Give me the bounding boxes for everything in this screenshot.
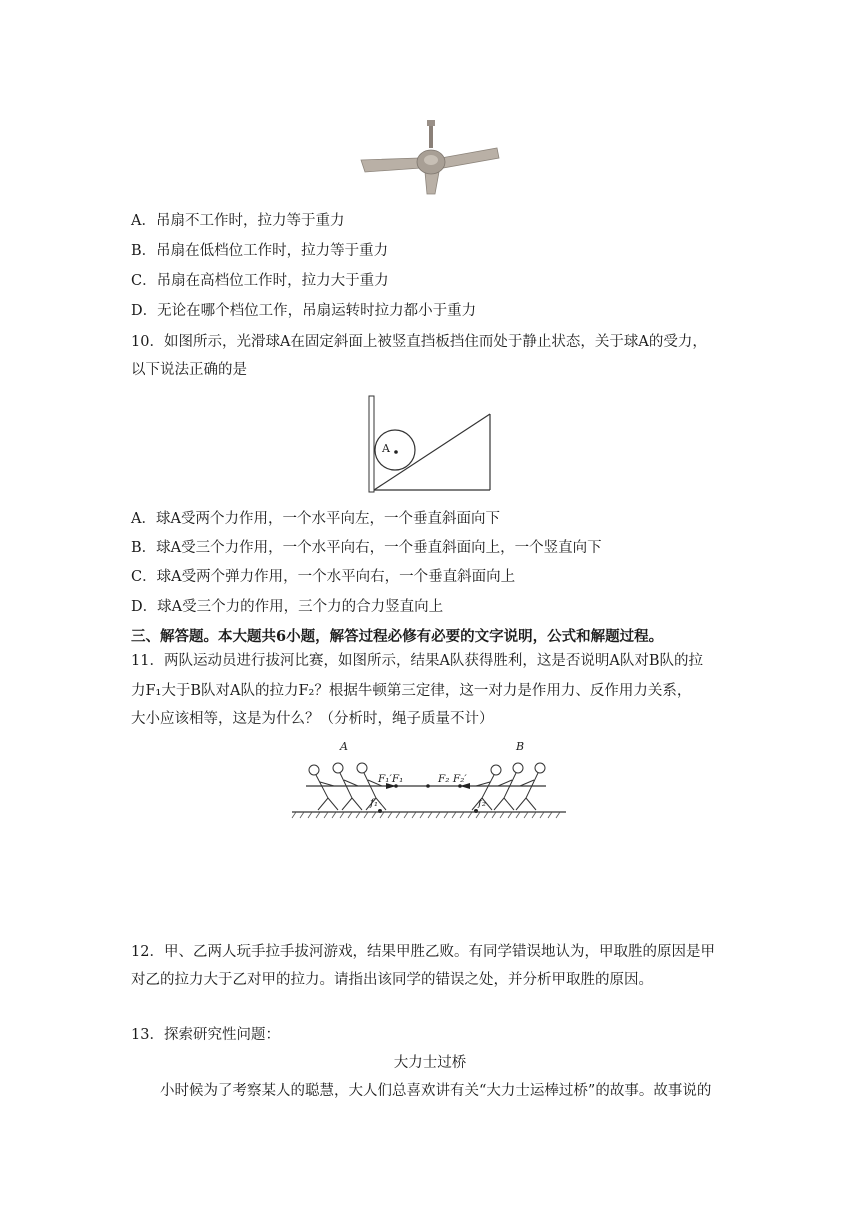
q10-option-b: B．球A受三个力作用，一个水平向右，一个垂直斜面向上，一个竖直向下 (131, 540, 602, 556)
q11-line3: 大小应该相等，这是为什么？（分析时，绳子质量不计） (131, 711, 494, 727)
team-a-label: A (340, 740, 348, 753)
q13-paragraph-line1: 小时候为了考察某人的聪慧，大人们总喜欢讲有关“大力士运棒过桥”的故事。故事说的 (160, 1083, 712, 1099)
q11-line2: 力F₁大于B队对A队的拉力F₂？根据牛顿第三定律，这一对力是作用力、反作用力关系， (131, 683, 692, 699)
ceiling-fan-figure (355, 118, 505, 198)
team-b-label: B (516, 740, 525, 753)
q9-option-c: C．吊扇在高档位工作时，拉力大于重力 (131, 273, 389, 289)
q12-line2: 对乙的拉力大于乙对甲的拉力。请指出该同学的错误之处，并分析甲取胜的原因。 (131, 972, 653, 988)
q13-title: 大力士过桥 (393, 1055, 467, 1071)
q10-stem-line2: 以下说法正确的是 (131, 362, 247, 378)
label-f2-f2-prime: F₂ F₂′ (438, 773, 467, 785)
q10-option-c: C．球A受两个弹力作用，一个水平向右，一个垂直斜面向上 (131, 569, 516, 585)
q10-stem-line1: 10．如图所示，光滑球A在固定斜面上被竖直挡板挡住而处于静止状态，关于球A的受力， (131, 334, 707, 350)
q9-option-d: D．无论在哪个档位工作，吊扇运转时拉力都小于重力 (131, 303, 477, 319)
tug-of-war-figure (288, 738, 570, 822)
q10-option-d: D．球A受三个力的作用，三个力的合力竖直向上 (131, 599, 444, 615)
q9-option-a: A．吊扇不工作时，拉力等于重力 (131, 213, 345, 229)
incline-ball-figure (366, 394, 496, 496)
ball-label: A (382, 442, 390, 455)
label-f1-prime-f1: F₁′F₁ (378, 773, 404, 785)
section-heading: 三、解答题。本大题共6小题，解答过程必修有必要的文字说明，公式和解题过程。 (131, 628, 664, 645)
label-f1-friction: f₁ (370, 797, 379, 809)
q12-line1: 12．甲、乙两人玩手拉手拔河游戏，结果甲胜乙败。有同学错误地认为，甲取胜的原因是甲 (131, 944, 715, 960)
label-f2-friction: f₂ (478, 797, 487, 809)
q13-line1: 13．探索研究性问题： (131, 1027, 280, 1043)
q11-line1: 11．两队运动员进行拔河比赛，如图所示，结果A队获得胜利，这是否说明A队对B队的拉 (131, 653, 704, 669)
q10-option-a: A．球A受两个力作用，一个水平向左，一个垂直斜面向下 (131, 511, 500, 527)
q9-option-b: B．吊扇在低档位工作时，拉力等于重力 (131, 243, 389, 259)
